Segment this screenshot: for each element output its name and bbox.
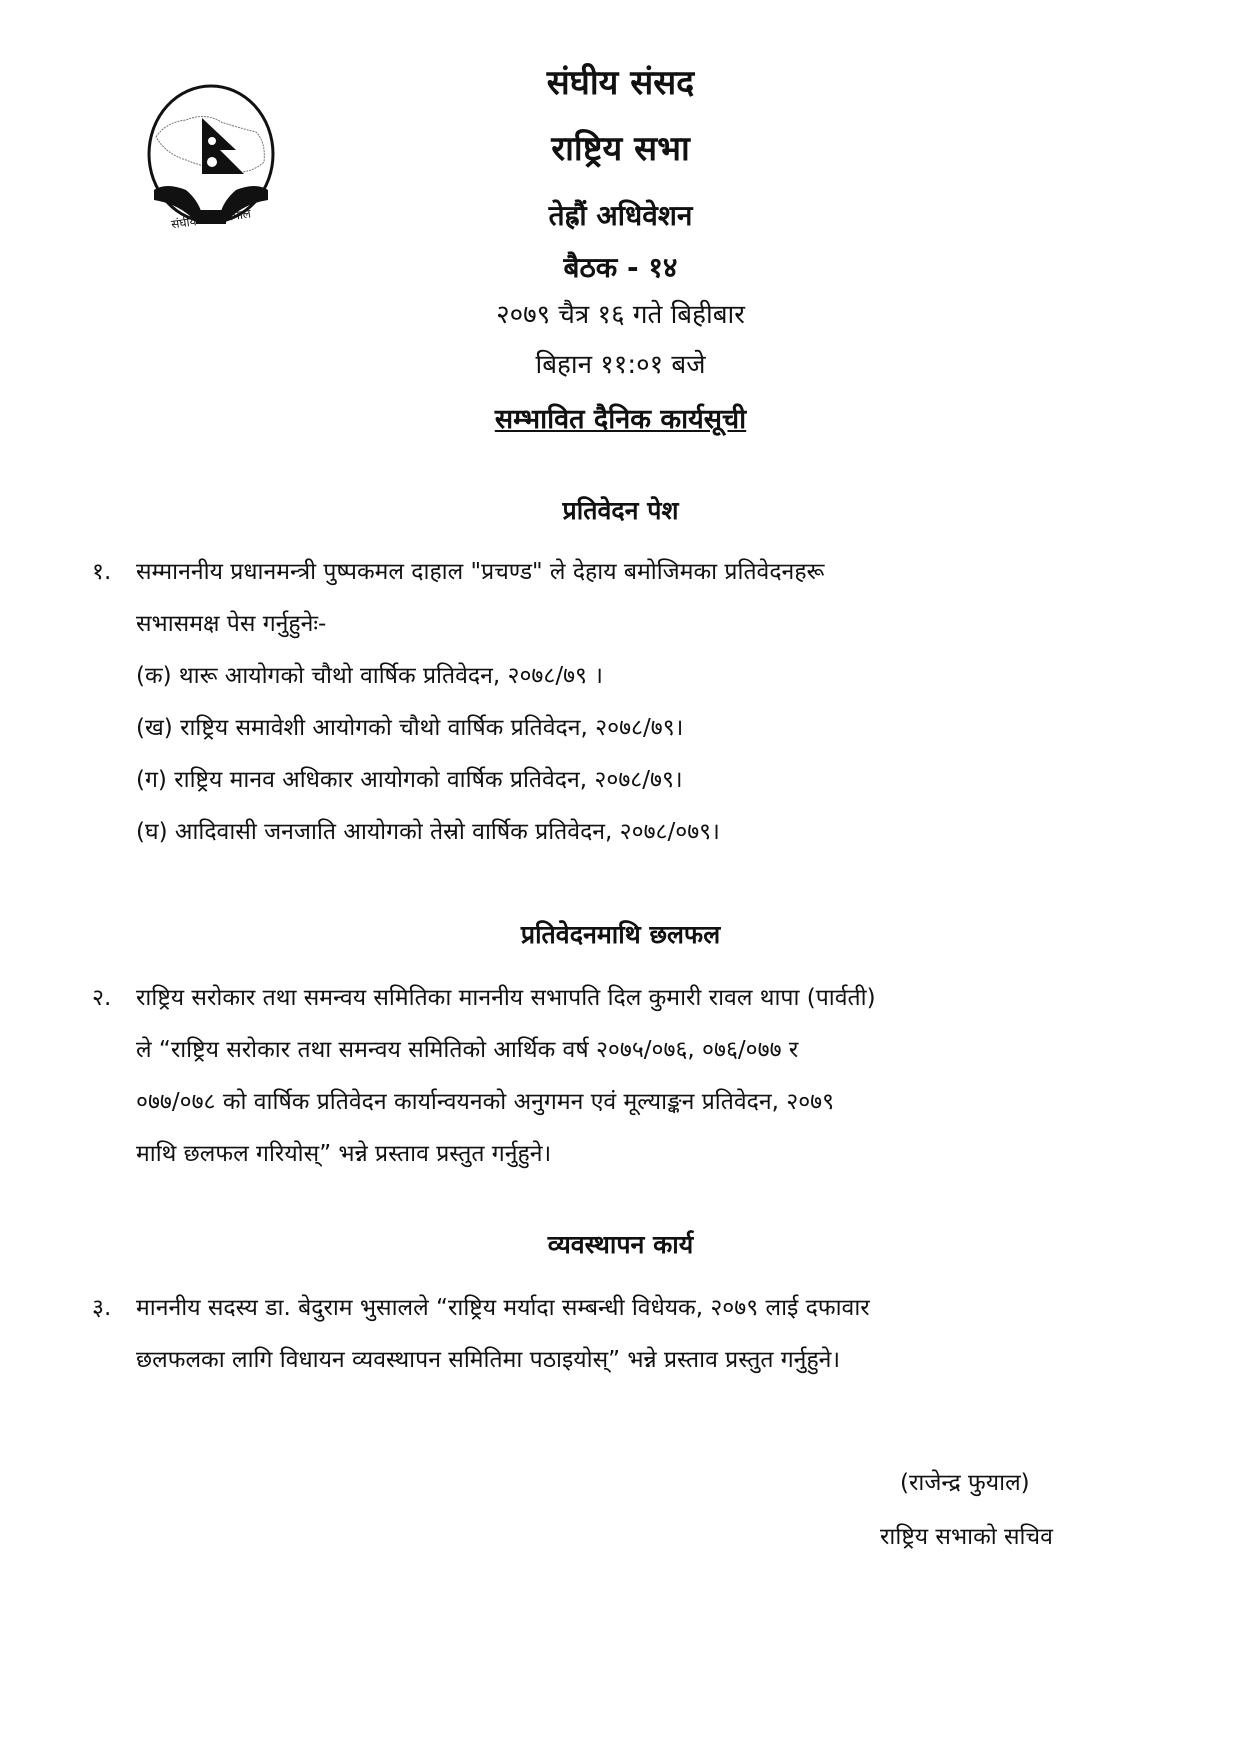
sub-item-ga: (ग) राष्ट्रिय मानव अधिकार आयोगको वार्षिक प्रतिवेदन, २०७८/७९। <box>136 767 683 793</box>
item-number: १. <box>92 559 112 585</box>
signatory-title: राष्ट्रिय सभाको सचिव <box>880 1524 1053 1550</box>
meeting-date: २०७९ चैत्र १६ गते बिहीबार <box>496 300 745 330</box>
section-heading-report-submission: प्रतिवेदन पेश <box>562 496 679 525</box>
agenda-item-2 <box>92 972 1142 1180</box>
agenda-item-3 <box>92 1282 1142 1386</box>
item-text-line: राष्ट्रिय सरोकार तथा समन्वय समितिका माननीय सभापति दिल कुमारी रावल थापा (पार्वती) <box>136 985 876 1011</box>
national-assembly-title: राष्ट्रिय सभा <box>551 129 690 169</box>
item-text-line: छलफलका लागि विधायन व्यवस्थापन समितिमा पठाइयोस्” भन्ने प्रस्ताव प्रस्तुत गर्नुहुने। <box>136 1347 841 1373</box>
meeting-number: बैठक - १४ <box>563 251 678 284</box>
item-text-line: माननीय सदस्य डा. बेदुराम भुसालले “राष्ट्रिय मर्यादा सम्बन्धी विधेयक, २०७९ लाई दफावार <box>136 1295 870 1321</box>
session-title: तेह्रौं अधिवेशन <box>548 199 693 232</box>
signatory-name: (राजेन्द्र फुयाल) <box>900 1470 1030 1496</box>
item-text-line: ले “राष्ट्रिय सरोकार तथा समन्वय समितिको आर्थिक वर्ष २०७५/०७६, ०७६/०७७ र <box>136 1037 799 1063</box>
section-heading-legislative-business: व्यवस्थापन कार्य <box>547 1230 694 1259</box>
meeting-time: बिहान ११:०१ बजे <box>535 350 706 380</box>
agenda-item-1 <box>92 546 1142 858</box>
sub-item-ka: (क) थारू आयोगको चौथो वार्षिक प्रतिवेदन, २०७८/७९ । <box>136 663 604 689</box>
item-text-line: सभासमक्ष पेस गर्नुहुनेः- <box>136 611 327 637</box>
parliament-logo <box>136 82 286 247</box>
item-number: ३. <box>92 1295 112 1321</box>
sub-item-gha: (घ) आदिवासी जनजाति आयोगको तेस्रो वार्षिक प्रतिवेदन, २०७८/०७९। <box>136 819 720 845</box>
sub-item-kha: (ख) राष्ट्रिय समावेशी आयोगको चौथो वार्षिक प्रतिवेदन, २०७८/७९। <box>136 715 684 741</box>
parliament-title: संघीय संसद <box>546 63 695 103</box>
logo-caption: संघीय संसद नेपाल <box>170 206 252 232</box>
item-text-line: सम्माननीय प्रधानमन्त्री पुष्पकमल दाहाल "प्रचण्ड" ले देहाय बमोजिमका प्रतिवेदनहरू <box>136 559 825 585</box>
section-heading-report-discussion: प्रतिवेदनमाथि छलफल <box>520 920 721 949</box>
item-text-line: ०७७/०७८ को वार्षिक प्रतिवेदन कार्यान्वयनको अनुगमन एवं मूल्याङ्कन प्रतिवेदन, २०७९ <box>136 1089 835 1115</box>
item-text-line: माथि छलफल गरियोस्” भन्ने प्रस्ताव प्रस्तुत गर्नुहुने। <box>136 1141 552 1167</box>
item-number: २. <box>92 985 112 1011</box>
agenda-title: सम्भावित दैनिक कार्यसूची <box>494 404 747 435</box>
